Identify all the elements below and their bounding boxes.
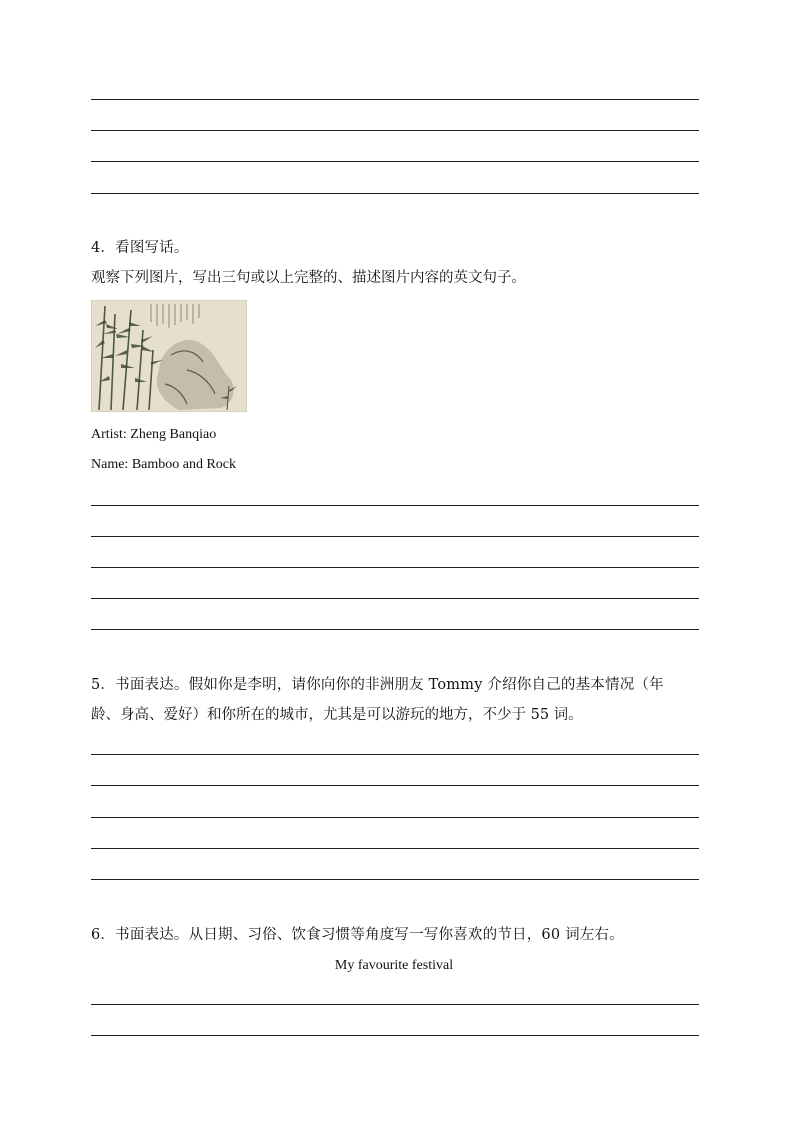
answer-line — [91, 629, 699, 630]
answer-line — [91, 567, 699, 568]
answer-line — [91, 879, 699, 880]
answer-line — [91, 99, 699, 100]
essay-title: My favourite festival — [334, 958, 454, 973]
answer-line — [91, 598, 699, 599]
answer-line — [91, 505, 699, 506]
answer-line — [91, 817, 699, 818]
answer-line — [91, 754, 699, 755]
q6-prompt: 6．书面表达。从日期、习俗、饮食习惯等角度写一写你喜欢的节日，60 词左右。 — [91, 927, 624, 943]
answer-line — [91, 1035, 699, 1036]
bamboo-rock-painting — [91, 300, 247, 412]
painting-name-caption: Name: Bamboo and Rock — [91, 457, 237, 472]
answer-line — [91, 536, 699, 537]
q4-title: 4．看图写话。 — [91, 240, 189, 256]
q5-prompt-line-1: 5．书面表达。假如你是李明，请你向你的非洲朋友 Tommy 介绍你自己的基本情况（年 — [91, 677, 664, 693]
answer-line — [91, 785, 699, 786]
answer-line — [91, 130, 699, 131]
artist-caption: Artist: Zheng Banqiao — [91, 427, 217, 442]
answer-line — [91, 848, 699, 849]
answer-line — [91, 1004, 699, 1005]
q5-prompt-line-2: 龄、身高、爱好）和你所在的城市，尤其是可以游玩的地方，不少于 55 词。 — [91, 707, 583, 723]
answer-line — [91, 161, 699, 162]
answer-line — [91, 193, 699, 194]
q4-instruction: 观察下列图片，写出三句或以上完整的、描述图片内容的英文句子。 — [91, 270, 526, 286]
